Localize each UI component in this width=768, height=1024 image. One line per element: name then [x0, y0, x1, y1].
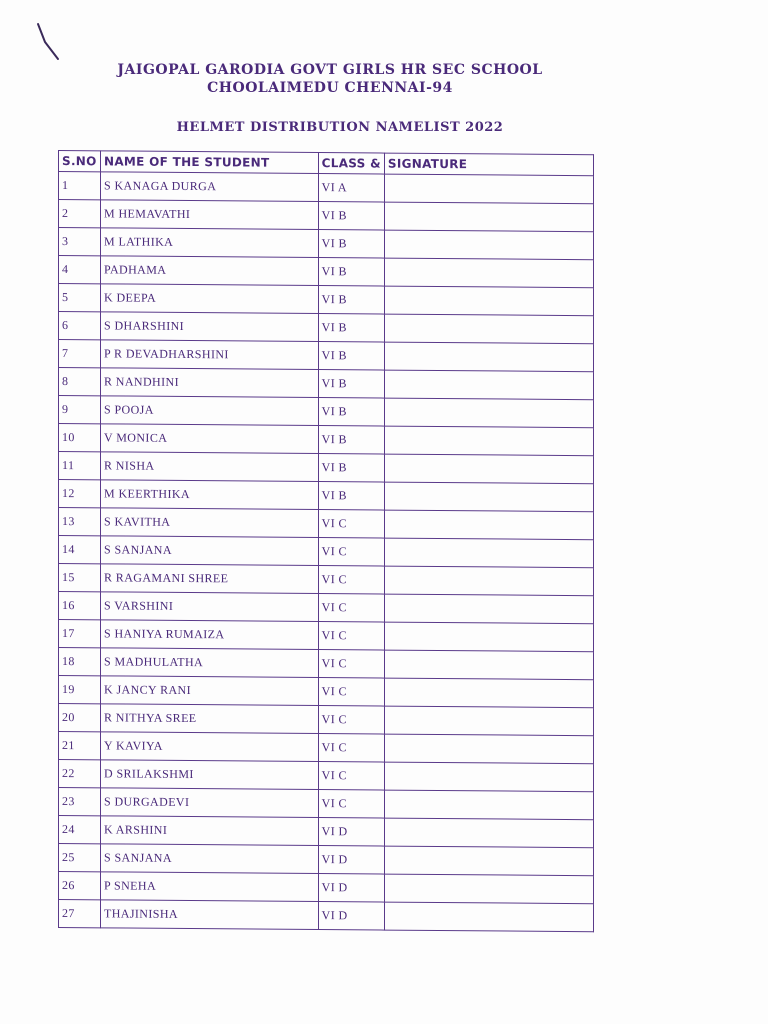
row-signature-cell [384, 594, 593, 624]
row-signature-cell [384, 678, 593, 708]
row-class: VI B [318, 258, 384, 287]
table-row [59, 508, 594, 540]
table-row [59, 564, 594, 596]
row-signature-cell [384, 174, 593, 204]
row-sno: 22 [59, 760, 101, 788]
row-class: VI D [318, 902, 384, 931]
row-student-name: R NITHYA SREE [100, 704, 318, 734]
row-student-name: K DEEPA [100, 284, 318, 314]
column-header-sno: S.NO [59, 151, 101, 172]
row-sno: 2 [59, 200, 101, 228]
row-class: VI B [318, 398, 384, 427]
row-signature-cell [384, 622, 593, 652]
row-signature-cell [384, 342, 593, 372]
row-student-name: S DHARSHINI [100, 312, 318, 342]
row-class: VI C [318, 790, 384, 819]
row-sno: 8 [59, 368, 101, 396]
row-student-name: S HANIYA RUMAIZA [100, 620, 318, 650]
row-signature-cell [384, 286, 593, 316]
row-student-name: M KEERTHIKA [100, 480, 318, 510]
row-signature-cell [384, 538, 593, 568]
row-class: VI B [318, 230, 384, 259]
row-sno: 12 [59, 480, 101, 508]
row-signature-cell [384, 706, 593, 736]
row-student-name: R NISHA [100, 452, 318, 482]
school-name: JAIGOPAL GARODIA GOVT GIRLS HR SEC SCHOOL [117, 62, 543, 78]
row-signature-cell [384, 202, 593, 232]
row-signature-cell [384, 790, 593, 820]
row-signature-cell [384, 426, 593, 456]
row-class: VI B [318, 286, 384, 315]
namelist-body [59, 172, 594, 932]
row-student-name: S KANAGA DURGA [100, 172, 318, 202]
row-student-name: K ARSHINI [100, 816, 318, 846]
row-student-name: M HEMAVATHI [100, 200, 318, 230]
row-signature-cell [384, 258, 593, 288]
row-student-name: R RAGAMANI SHREE [100, 564, 318, 594]
table-row [59, 480, 594, 512]
column-header-name: NAME OF THE STUDENT [100, 151, 318, 174]
pen-stroke-mark [36, 22, 62, 62]
row-class: VI B [318, 342, 384, 371]
table-row [59, 284, 594, 316]
namelist-table [58, 150, 594, 932]
row-sno: 3 [59, 228, 101, 256]
row-class: VI C [318, 734, 384, 763]
row-student-name: S MADHULATHA [100, 648, 318, 678]
row-sno: 5 [59, 284, 101, 312]
table-row [59, 536, 594, 568]
row-sno: 11 [59, 452, 101, 480]
table-row [59, 732, 594, 764]
table-row [59, 256, 594, 288]
table-row [59, 340, 594, 372]
row-student-name: D SRILAKSHMI [100, 760, 318, 790]
table-row [59, 200, 594, 232]
row-student-name: M LATHIKA [100, 228, 318, 258]
row-class: VI C [318, 538, 384, 567]
table-row [59, 228, 594, 260]
row-sno: 9 [59, 396, 101, 424]
row-student-name: S DURGADEVI [100, 788, 318, 818]
row-sno: 21 [59, 732, 101, 760]
row-student-name: S KAVITHA [100, 508, 318, 538]
row-sno: 26 [59, 872, 101, 900]
row-sno: 25 [59, 844, 101, 872]
row-signature-cell [384, 762, 593, 792]
row-signature-cell [384, 454, 593, 484]
table-row [59, 592, 594, 624]
row-sno: 14 [59, 536, 101, 564]
table-row [59, 900, 594, 932]
document-title: HELMET DISTRIBUTION NAMELIST 2022 [176, 120, 504, 135]
row-class: VI C [318, 650, 384, 679]
row-sno: 10 [59, 424, 101, 452]
row-signature-cell [384, 734, 593, 764]
row-class: VI C [318, 706, 384, 735]
table-row [59, 648, 594, 680]
row-sno: 27 [59, 900, 101, 928]
table-row [59, 788, 594, 820]
school-address: CHOOLAIMEDU CHENNAI-94 [207, 80, 453, 96]
column-header-class: CLASS & [318, 153, 384, 175]
row-sno: 6 [59, 312, 101, 340]
row-sno: 1 [59, 172, 101, 200]
row-class: VI C [318, 566, 384, 595]
row-class: VI C [318, 762, 384, 791]
row-signature-cell [384, 510, 593, 540]
row-sno: 7 [59, 340, 101, 368]
row-student-name: P R DEVADHARSHINI [100, 340, 318, 370]
row-signature-cell [384, 846, 593, 876]
row-student-name: S VARSHINI [100, 592, 318, 622]
row-class: VI B [318, 426, 384, 455]
row-student-name: S SANJANA [100, 844, 318, 874]
row-student-name: S SANJANA [100, 536, 318, 566]
row-signature-cell [384, 370, 593, 400]
table-row [59, 872, 594, 904]
column-header-signature: SIGNATURE [384, 153, 593, 176]
table-row [59, 172, 594, 204]
row-student-name: Y KAVIYA [100, 732, 318, 762]
table-row [59, 816, 594, 848]
row-signature-cell [384, 398, 593, 428]
row-student-name: THAJINISHA [100, 900, 318, 930]
row-sno: 17 [59, 620, 101, 648]
row-class: VI A [318, 174, 384, 203]
row-signature-cell [384, 314, 593, 344]
row-class: VI C [318, 594, 384, 623]
table-row [59, 396, 594, 428]
row-signature-cell [384, 902, 593, 932]
table-row [59, 368, 594, 400]
row-class: VI B [318, 482, 384, 511]
row-student-name: S POOJA [100, 396, 318, 426]
table-row [59, 424, 594, 456]
table-row [59, 844, 594, 876]
row-sno: 4 [59, 256, 101, 284]
row-class: VI B [318, 314, 384, 343]
row-signature-cell [384, 874, 593, 904]
table-row [59, 760, 594, 792]
row-sno: 18 [59, 648, 101, 676]
row-class: VI C [318, 622, 384, 651]
row-class: VI C [318, 510, 384, 539]
row-student-name: V MONICA [100, 424, 318, 454]
row-signature-cell [384, 818, 593, 848]
row-class: VI B [318, 454, 384, 483]
row-sno: 19 [59, 676, 101, 704]
row-class: VI B [318, 370, 384, 399]
row-class: VI B [318, 202, 384, 231]
row-class: VI D [318, 846, 384, 875]
row-sno: 24 [59, 816, 101, 844]
table-row [59, 312, 594, 344]
table-row [59, 704, 594, 736]
row-sno: 23 [59, 788, 101, 816]
row-signature-cell [384, 566, 593, 596]
row-sno: 13 [59, 508, 101, 536]
row-class: VI C [318, 678, 384, 707]
row-student-name: R NANDHINI [100, 368, 318, 398]
row-class: VI D [318, 818, 384, 847]
row-student-name: P SNEHA [100, 872, 318, 902]
row-sno: 20 [59, 704, 101, 732]
table-row [59, 452, 594, 484]
row-student-name: K JANCY RANI [100, 676, 318, 706]
table-row [59, 620, 594, 652]
table-row [59, 676, 594, 708]
row-sno: 16 [59, 592, 101, 620]
row-sno: 15 [59, 564, 101, 592]
row-class: VI D [318, 874, 384, 903]
row-signature-cell [384, 482, 593, 512]
row-signature-cell [384, 230, 593, 260]
row-student-name: PADHAMA [100, 256, 318, 286]
row-signature-cell [384, 650, 593, 680]
